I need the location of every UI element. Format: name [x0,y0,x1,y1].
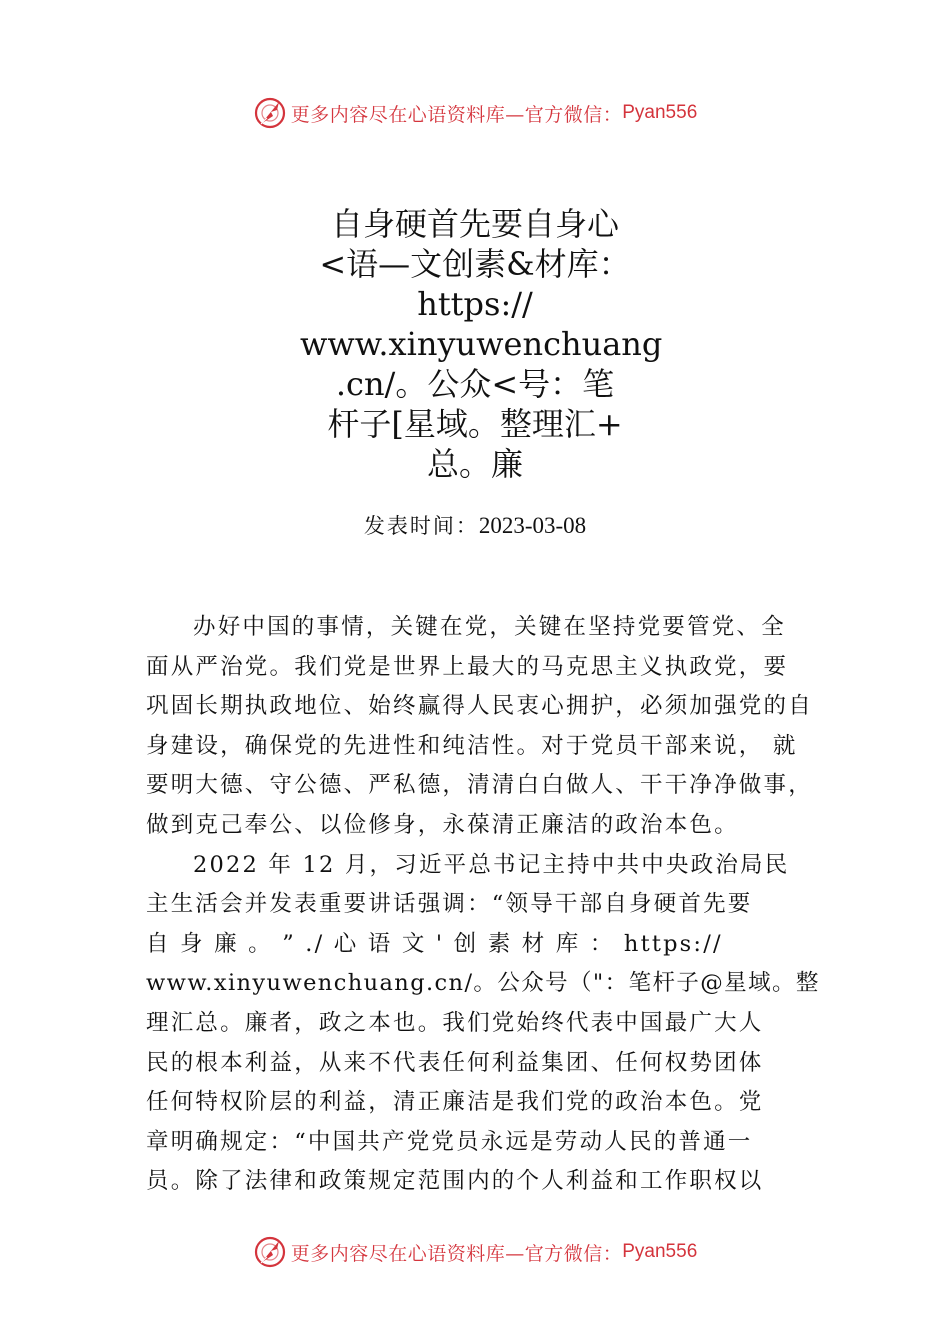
body-line: 身建设，确保党的先进性和纯洁性。对于党员干部来说， 就 [146,732,798,759]
banner-wechat-id: Pyan556 [622,102,698,123]
body-line: 要明大德、守公德、严私德，清清白白做人、干干净净做事， [146,772,813,799]
header-banner [0,93,950,133]
footer-banner [0,1232,950,1272]
body-line: 员。除了法律和政策规定范围内的个人利益和工作职权以 [146,1168,764,1195]
body-line: 办好中国的事情，关键在党，关键在坚持党要管党、全 [193,614,786,640]
body-line: 自 身 廉 。 ” ./ 心 语 文 ' 创 素 材 库 ： https:// [146,930,723,957]
body-line: 面从严治党。我们党是世界上最大的马克思主义执政党，要 [146,653,789,680]
publish-date-value: 2023-03-08 [478,513,587,538]
title-line: <语—文创素&材库： [319,245,631,283]
body-line: 章明确规定：“中国共产党党员永远是劳动人民的普通一 [146,1128,753,1155]
body-line: 理汇总。廉者，政之本也。我们党始终代表中国最广大人 [146,1009,764,1036]
banner-text: 更多内容尽在心语资料库—官方微信： [290,103,623,126]
body-line: 2022 年 12 月，习近平总书记主持中共中央政治局民 [193,851,790,878]
title-line: 自身硬首先要自身心 [330,205,619,243]
body-line: 做到克己奉公、以俭修身，永葆清正廉洁的政治本色。 [146,811,739,838]
title-line: 总。廉 [426,445,523,483]
banner-wechat-id: Pyan556 [622,1241,698,1262]
body-line: 巩固长期执政地位、始终赢得人民衷心拥护，必须加强党的自 [146,693,813,720]
body-line: 任何特权阶层的利益，清正廉洁是我们党的政治本色。党 [146,1089,764,1116]
publish-date [0,510,950,542]
quill-logo-icon [253,1235,287,1269]
article-body [146,608,822,1202]
quill-logo-icon [253,96,287,130]
title-line: https:// [417,285,533,323]
publish-date-label: 发表时间： [363,514,479,538]
title-line: .cn/。公众<号：笔 [335,365,615,403]
body-line: 民的根本利益，从来不代表任何利益集团、任何权势团体 [146,1049,764,1076]
body-line: 主生活会并发表重要讲话强调：“领导干部自身硬首先要 [146,891,753,918]
title-line: 杆子[星域。整理汇+ [327,405,623,443]
body-line: www.xinyuwenchuang.cn/。公众号（"：笔杆子@星域。整 [146,970,820,997]
document-title [300,204,663,484]
title-line: www.xinyuwenchuang [300,325,663,363]
banner-text: 更多内容尽在心语资料库—官方微信： [290,1242,623,1265]
